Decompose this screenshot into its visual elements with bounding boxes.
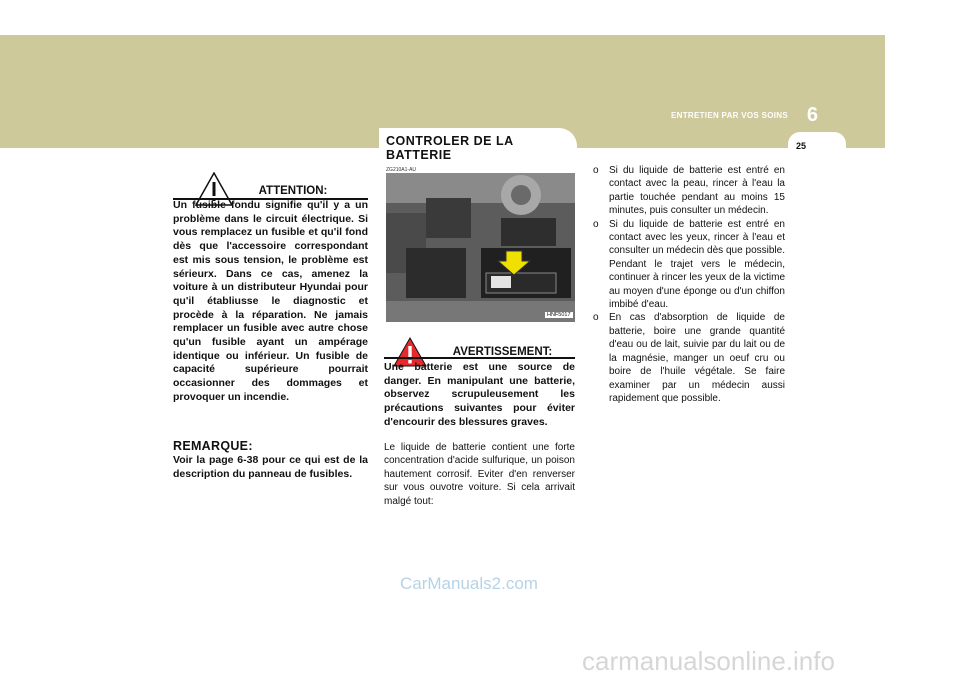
remarque-body: Voir la page 6-38 pour ce qui est de la description du panneau de fusibles. [173,454,368,480]
chapter-title: ENTRETIEN PAR VOS SOINS [671,111,788,120]
attention-title: ATTENTION: [258,185,328,197]
photo-caption: HNF5017 [547,312,571,318]
watermark-carmanuals2[interactable]: CarManuals2.com [400,574,538,593]
remarque-title: REMARQUE: [173,439,253,453]
bullet-mark: o [593,218,599,230]
list-item-text: Si du liquide de batterie est entré en contact avec la peau, rincer à l'eau la partie touchée pendant au moins 15 minutes, puis consulter un médecin. [609,165,785,217]
list-item-text: En cas d'absorption de liquide de batterie, boire une grande quantité d'eau ou de lait, suivie par du lait ou de la magnésie, manger un oeuf cru ou boire de l'huile végétale. Se faire examiner par un médecin aussi rapidement que possible. [609,312,785,404]
attention-body: Un fusible fondu signifie qu'il y a un problème dans le circuit électrique. Si vous remplacez un fusible et qu'il fond dès que l'accessoire correspondant est mis sous tension, le problème est sérieurx. Dans ce cas, amenez la voiture à un distributeur Hyundai pour qu'il établiusse le diagnostic et procède à la réparation. Ne jamais remplacer un fusible avec autre chose qu'un fusible ayant un ampérage identique ou inférieur. Un fusible de capacité supérieure pourrait occasionner des dommages et provoquer un incendie. [173,199,368,403]
chapter-number: 6 [806,104,818,126]
list-item [593,311,785,405]
intro-paragraph: Le liquide de batterie contient une forte concentration d'acide sulfurique, un poison hautement corrosif. Eviter d'en renverser sur vous ouvotre voiture. Si cela arrivait malgé tout: [384,442,575,507]
avertissement-title: AVERTISSEMENT: [452,346,553,358]
avertissement-body: Une batterie est une source de danger. En manipulant une batterie, observez scrupuleusement les précautions suivantes pour éviter d'encourir des blessures graves. [384,361,575,428]
list-item [593,164,785,218]
bullet-mark: o [593,165,599,176]
section-title: CONTROLER DE LA BATTERIE [386,134,514,162]
list-item-text: Si du liquide de batterie est entré en contact avec les yeux, rincer à l'eau et consulter un médecin dès que possible. Pendant le trajet vers le médecin, continuer à rincer les yeux de la victime au moyen d'une éponge ou d'un chiffon imbibé d'eau. [609,218,785,311]
battery-engine-photo [386,173,575,322]
first-aid-list [593,164,785,405]
engine-bay-illustration [386,173,575,322]
page-number: 25 [796,141,807,151]
document-code: ZG210A1-AU [386,167,417,173]
watermark-carmanualsonline[interactable]: carmanualsonline.info [582,646,835,676]
bullet-mark: o [593,312,599,324]
list-item [593,218,785,312]
